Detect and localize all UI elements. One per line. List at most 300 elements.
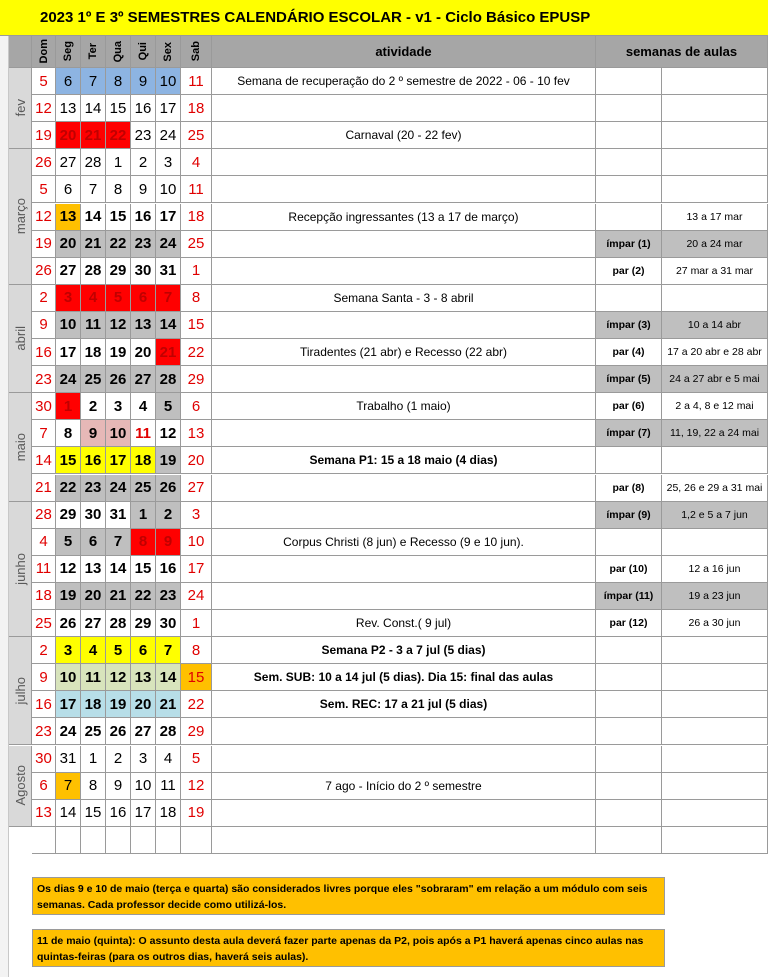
day-cell[interactable]: 10 [156, 176, 181, 203]
month-column-header[interactable] [9, 36, 32, 68]
day-cell[interactable]: 18 [131, 447, 156, 474]
day-cell[interactable]: 27 [81, 610, 106, 637]
day-cell[interactable]: 4 [32, 529, 56, 556]
day-cell[interactable]: 13 [56, 95, 81, 122]
day-cell[interactable]: 30 [32, 393, 56, 420]
day-cell[interactable]: 3 [56, 637, 81, 664]
day-cell[interactable]: 7 [56, 773, 81, 800]
day-cell[interactable]: 15 [106, 204, 131, 231]
day-cell[interactable]: 16 [81, 447, 106, 474]
day-cell[interactable]: 13 [131, 312, 156, 339]
day-cell[interactable]: 20 [56, 122, 81, 149]
day-cell[interactable]: 10 [56, 312, 81, 339]
day-cell[interactable]: 15 [81, 800, 106, 827]
day-cell[interactable]: 16 [131, 204, 156, 231]
empty-cell[interactable] [131, 827, 156, 854]
day-cell[interactable]: 2 [32, 637, 56, 664]
empty-cell[interactable] [106, 827, 131, 854]
day-cell[interactable]: 17 [106, 447, 131, 474]
day-cell[interactable]: 25 [32, 610, 56, 637]
day-cell[interactable]: 28 [81, 149, 106, 176]
week-label-cell[interactable]: ímpar (11) [596, 583, 662, 610]
day-cell[interactable]: 21 [156, 691, 181, 718]
day-cell[interactable]: 7 [32, 420, 56, 447]
day-header-1[interactable] [56, 36, 81, 68]
day-cell[interactable]: 5 [106, 285, 131, 312]
day-cell[interactable]: 24 [156, 231, 181, 258]
week-label-cell[interactable] [596, 773, 662, 800]
day-cell[interactable]: 23 [32, 718, 56, 745]
day-cell[interactable]: 15 [56, 447, 81, 474]
day-cell[interactable]: 3 [181, 502, 212, 529]
day-cell[interactable]: 21 [81, 122, 106, 149]
day-cell[interactable]: 12 [32, 204, 56, 231]
week-range-cell[interactable] [662, 122, 768, 149]
day-cell[interactable]: 12 [156, 420, 181, 447]
activity-cell[interactable] [212, 800, 596, 827]
week-label-cell[interactable]: par (2) [596, 258, 662, 285]
day-cell[interactable]: 15 [131, 556, 156, 583]
day-cell[interactable]: 14 [56, 800, 81, 827]
week-range-cell[interactable] [662, 746, 768, 773]
day-header-2[interactable] [81, 36, 106, 68]
activity-cell[interactable] [212, 502, 596, 529]
day-cell[interactable]: 29 [181, 718, 212, 745]
day-cell[interactable]: 30 [131, 258, 156, 285]
day-cell[interactable]: 15 [181, 312, 212, 339]
day-cell[interactable]: 19 [32, 122, 56, 149]
day-cell[interactable]: 5 [32, 176, 56, 203]
day-cell[interactable]: 3 [56, 285, 81, 312]
week-label-cell[interactable] [596, 529, 662, 556]
week-label-cell[interactable]: par (8) [596, 475, 662, 502]
day-cell[interactable]: 2 [32, 285, 56, 312]
activity-cell[interactable] [212, 176, 596, 203]
month-label-cell[interactable] [9, 149, 32, 285]
day-cell[interactable]: 18 [81, 339, 106, 366]
day-cell[interactable]: 7 [156, 285, 181, 312]
week-label-cell[interactable] [596, 691, 662, 718]
day-cell[interactable]: 30 [81, 502, 106, 529]
week-label-cell[interactable]: ímpar (3) [596, 312, 662, 339]
day-cell[interactable]: 2 [156, 502, 181, 529]
day-cell[interactable]: 26 [156, 475, 181, 502]
week-range-cell[interactable] [662, 773, 768, 800]
note-free-days[interactable]: Os dias 9 e 10 de maio (terça e quarta) são considerados livres porque eles "sobraram" em relação a um módulo com seis semanas. Cada professor decide como utilizá-los. [32, 877, 665, 915]
day-cell[interactable]: 6 [81, 529, 106, 556]
day-cell[interactable]: 13 [131, 664, 156, 691]
activity-cell[interactable]: Trabalho (1 maio) [212, 393, 596, 420]
day-cell[interactable]: 31 [106, 502, 131, 529]
day-cell[interactable]: 24 [56, 718, 81, 745]
day-cell[interactable]: 22 [181, 339, 212, 366]
day-cell[interactable]: 9 [81, 420, 106, 447]
day-cell[interactable]: 14 [156, 312, 181, 339]
activity-cell[interactable] [212, 366, 596, 393]
week-label-cell[interactable]: ímpar (1) [596, 231, 662, 258]
week-range-cell[interactable] [662, 95, 768, 122]
activity-cell[interactable] [212, 312, 596, 339]
day-cell[interactable]: 2 [131, 149, 156, 176]
week-range-cell[interactable] [662, 800, 768, 827]
day-cell[interactable]: 13 [181, 420, 212, 447]
day-cell[interactable]: 11 [131, 420, 156, 447]
week-label-cell[interactable]: par (6) [596, 393, 662, 420]
day-cell[interactable]: 11 [32, 556, 56, 583]
activity-cell[interactable]: Semana P1: 15 a 18 maio (4 dias) [212, 447, 596, 474]
day-cell[interactable]: 24 [106, 475, 131, 502]
week-range-cell[interactable]: 19 a 23 jun [662, 583, 768, 610]
day-cell[interactable]: 22 [131, 583, 156, 610]
day-cell[interactable]: 22 [56, 475, 81, 502]
day-cell[interactable]: 16 [131, 95, 156, 122]
activity-cell[interactable]: Semana P2 - 3 a 7 jul (5 dias) [212, 637, 596, 664]
day-cell[interactable]: 26 [106, 718, 131, 745]
day-cell[interactable]: 9 [131, 176, 156, 203]
day-cell[interactable]: 12 [56, 556, 81, 583]
day-cell[interactable]: 22 [106, 122, 131, 149]
empty-cell[interactable] [662, 827, 768, 854]
day-cell[interactable]: 11 [181, 68, 212, 95]
day-cell[interactable]: 3 [131, 746, 156, 773]
week-range-cell[interactable] [662, 529, 768, 556]
week-label-cell[interactable] [596, 746, 662, 773]
day-cell[interactable]: 18 [181, 204, 212, 231]
day-cell[interactable]: 17 [181, 556, 212, 583]
empty-cell[interactable] [181, 827, 212, 854]
day-cell[interactable]: 4 [81, 285, 106, 312]
day-cell[interactable]: 6 [131, 637, 156, 664]
week-label-cell[interactable] [596, 204, 662, 231]
day-cell[interactable]: 11 [81, 664, 106, 691]
day-cell[interactable]: 21 [32, 475, 56, 502]
week-label-cell[interactable] [596, 149, 662, 176]
activity-cell[interactable]: Carnaval (20 - 22 fev) [212, 122, 596, 149]
day-cell[interactable]: 27 [131, 718, 156, 745]
week-range-cell[interactable]: 12 a 16 jun [662, 556, 768, 583]
week-label-cell[interactable] [596, 800, 662, 827]
week-label-cell[interactable] [596, 447, 662, 474]
day-cell[interactable]: 20 [81, 583, 106, 610]
day-header-3[interactable] [106, 36, 131, 68]
day-cell[interactable]: 10 [56, 664, 81, 691]
day-cell[interactable]: 23 [131, 122, 156, 149]
month-label-cell[interactable] [9, 393, 32, 501]
day-cell[interactable]: 18 [81, 691, 106, 718]
day-cell[interactable]: 19 [56, 583, 81, 610]
activity-cell[interactable] [212, 746, 596, 773]
activity-cell[interactable] [212, 718, 596, 745]
week-range-cell[interactable]: 10 a 14 abr [662, 312, 768, 339]
day-cell[interactable]: 25 [81, 718, 106, 745]
day-cell[interactable]: 17 [131, 800, 156, 827]
day-cell[interactable]: 6 [181, 393, 212, 420]
day-cell[interactable]: 19 [106, 339, 131, 366]
week-label-cell[interactable] [596, 718, 662, 745]
month-label-cell[interactable] [9, 285, 32, 393]
day-cell[interactable]: 10 [181, 529, 212, 556]
day-cell[interactable]: 8 [106, 68, 131, 95]
day-cell[interactable]: 28 [32, 502, 56, 529]
day-cell[interactable]: 5 [32, 68, 56, 95]
day-cell[interactable]: 21 [106, 583, 131, 610]
day-cell[interactable]: 8 [131, 529, 156, 556]
day-cell[interactable]: 10 [156, 68, 181, 95]
day-header-0[interactable] [32, 36, 56, 68]
day-cell[interactable]: 8 [181, 285, 212, 312]
day-cell[interactable]: 29 [106, 258, 131, 285]
day-cell[interactable]: 1 [131, 502, 156, 529]
day-header-5[interactable] [156, 36, 181, 68]
day-cell[interactable]: 6 [32, 773, 56, 800]
week-range-cell[interactable]: 25, 26 e 29 a 31 mai [662, 475, 768, 502]
activity-cell[interactable]: Sem. REC: 17 a 21 jul (5 dias) [212, 691, 596, 718]
day-cell[interactable]: 5 [181, 746, 212, 773]
day-header-4[interactable] [131, 36, 156, 68]
day-cell[interactable]: 12 [32, 95, 56, 122]
month-label-cell[interactable] [9, 68, 32, 149]
day-cell[interactable]: 19 [156, 447, 181, 474]
day-cell[interactable]: 9 [131, 68, 156, 95]
day-cell[interactable]: 11 [181, 176, 212, 203]
week-range-cell[interactable]: 20 a 24 mar [662, 231, 768, 258]
activity-cell[interactable]: Semana de recuperação do 2 º semestre de 2022 - 06 - 10 fev [212, 68, 596, 95]
day-cell[interactable]: 3 [106, 393, 131, 420]
activity-cell[interactable]: Rev. Const.( 9 jul) [212, 610, 596, 637]
day-cell[interactable]: 1 [181, 610, 212, 637]
day-cell[interactable]: 31 [156, 258, 181, 285]
activity-cell[interactable] [212, 475, 596, 502]
day-cell[interactable]: 2 [106, 746, 131, 773]
empty-cell[interactable] [596, 827, 662, 854]
day-cell[interactable]: 6 [131, 285, 156, 312]
day-cell[interactable]: 29 [181, 366, 212, 393]
day-cell[interactable]: 16 [32, 691, 56, 718]
day-cell[interactable]: 21 [81, 231, 106, 258]
day-cell[interactable]: 25 [181, 231, 212, 258]
day-cell[interactable]: 7 [156, 637, 181, 664]
activity-cell[interactable] [212, 583, 596, 610]
day-cell[interactable]: 12 [106, 664, 131, 691]
week-label-cell[interactable]: par (12) [596, 610, 662, 637]
day-cell[interactable]: 28 [156, 366, 181, 393]
day-cell[interactable]: 22 [106, 231, 131, 258]
day-cell[interactable]: 23 [131, 231, 156, 258]
day-cell[interactable]: 14 [81, 204, 106, 231]
week-range-cell[interactable]: 27 mar a 31 mar [662, 258, 768, 285]
month-label-cell[interactable] [9, 502, 32, 638]
day-cell[interactable]: 24 [181, 583, 212, 610]
day-cell[interactable]: 20 [131, 691, 156, 718]
day-cell[interactable]: 19 [181, 800, 212, 827]
activity-cell[interactable] [212, 258, 596, 285]
weeks-column-header[interactable]: semanas de aulas [596, 36, 768, 68]
day-cell[interactable]: 8 [181, 637, 212, 664]
day-cell[interactable]: 17 [156, 95, 181, 122]
day-cell[interactable]: 25 [181, 122, 212, 149]
day-cell[interactable]: 6 [56, 176, 81, 203]
day-cell[interactable]: 5 [56, 529, 81, 556]
month-label-cell[interactable] [9, 637, 32, 745]
day-cell[interactable]: 20 [181, 447, 212, 474]
day-cell[interactable]: 14 [81, 95, 106, 122]
activity-cell[interactable] [212, 231, 596, 258]
day-cell[interactable]: 13 [32, 800, 56, 827]
activity-cell[interactable] [212, 95, 596, 122]
day-cell[interactable]: 27 [56, 149, 81, 176]
day-cell[interactable]: 26 [32, 258, 56, 285]
week-label-cell[interactable] [596, 664, 662, 691]
day-cell[interactable]: 1 [181, 258, 212, 285]
day-cell[interactable]: 24 [156, 122, 181, 149]
week-label-cell[interactable]: ímpar (5) [596, 366, 662, 393]
day-cell[interactable]: 25 [81, 366, 106, 393]
week-range-cell[interactable]: 24 a 27 abr e 5 mai [662, 366, 768, 393]
week-label-cell[interactable] [596, 285, 662, 312]
week-range-cell[interactable]: 17 a 20 abr e 28 abr [662, 339, 768, 366]
day-cell[interactable]: 17 [56, 339, 81, 366]
day-cell[interactable]: 15 [106, 95, 131, 122]
day-cell[interactable]: 16 [32, 339, 56, 366]
week-range-cell[interactable] [662, 149, 768, 176]
day-cell[interactable]: 1 [81, 746, 106, 773]
month-label-cell[interactable] [9, 746, 32, 827]
day-cell[interactable]: 10 [106, 420, 131, 447]
day-cell[interactable]: 4 [81, 637, 106, 664]
activity-cell[interactable]: Recepção ingressantes (13 a 17 de março) [212, 204, 596, 231]
day-cell[interactable]: 17 [56, 691, 81, 718]
day-cell[interactable]: 1 [106, 149, 131, 176]
day-cell[interactable]: 30 [156, 610, 181, 637]
activity-column-header[interactable]: atividade [212, 36, 596, 68]
day-cell[interactable]: 3 [156, 149, 181, 176]
day-cell[interactable]: 26 [56, 610, 81, 637]
day-cell[interactable]: 14 [156, 664, 181, 691]
day-cell[interactable]: 8 [106, 176, 131, 203]
week-label-cell[interactable]: par (10) [596, 556, 662, 583]
day-cell[interactable]: 9 [106, 773, 131, 800]
empty-cell[interactable] [32, 827, 56, 854]
day-cell[interactable]: 20 [131, 339, 156, 366]
day-cell[interactable]: 29 [56, 502, 81, 529]
day-cell[interactable]: 2 [81, 393, 106, 420]
day-cell[interactable]: 15 [181, 664, 212, 691]
day-cell[interactable]: 14 [106, 556, 131, 583]
day-cell[interactable]: 26 [106, 366, 131, 393]
day-cell[interactable]: 5 [106, 637, 131, 664]
week-label-cell[interactable]: ímpar (9) [596, 502, 662, 529]
day-cell[interactable]: 10 [131, 773, 156, 800]
day-cell[interactable]: 19 [32, 231, 56, 258]
activity-cell[interactable] [212, 149, 596, 176]
day-cell[interactable]: 16 [156, 556, 181, 583]
day-cell[interactable]: 29 [131, 610, 156, 637]
week-range-cell[interactable] [662, 691, 768, 718]
week-label-cell[interactable] [596, 637, 662, 664]
day-cell[interactable]: 18 [32, 583, 56, 610]
day-cell[interactable]: 12 [181, 773, 212, 800]
day-cell[interactable]: 16 [106, 800, 131, 827]
day-cell[interactable]: 27 [131, 366, 156, 393]
day-header-6[interactable] [181, 36, 212, 68]
day-cell[interactable]: 23 [81, 475, 106, 502]
day-cell[interactable]: 21 [156, 339, 181, 366]
activity-cell[interactable]: Semana Santa - 3 - 8 abril [212, 285, 596, 312]
day-cell[interactable]: 18 [181, 95, 212, 122]
day-cell[interactable]: 14 [32, 447, 56, 474]
day-cell[interactable]: 9 [156, 529, 181, 556]
empty-cell[interactable] [156, 827, 181, 854]
day-cell[interactable]: 23 [32, 366, 56, 393]
day-cell[interactable]: 9 [32, 312, 56, 339]
day-cell[interactable]: 4 [181, 149, 212, 176]
activity-cell[interactable]: 7 ago - Início do 2 º semestre [212, 773, 596, 800]
week-range-cell[interactable]: 2 a 4, 8 e 12 mai [662, 393, 768, 420]
day-cell[interactable]: 1 [56, 393, 81, 420]
day-cell[interactable]: 24 [56, 366, 81, 393]
empty-cell[interactable] [212, 827, 596, 854]
day-cell[interactable]: 22 [181, 691, 212, 718]
week-label-cell[interactable]: par (4) [596, 339, 662, 366]
day-cell[interactable]: 27 [56, 258, 81, 285]
day-cell[interactable]: 9 [32, 664, 56, 691]
day-cell[interactable]: 28 [81, 258, 106, 285]
day-cell[interactable]: 19 [106, 691, 131, 718]
activity-cell[interactable]: Tiradentes (21 abr) e Recesso (22 abr) [212, 339, 596, 366]
day-cell[interactable]: 7 [81, 68, 106, 95]
day-cell[interactable]: 25 [131, 475, 156, 502]
week-range-cell[interactable]: 11, 19, 22 a 24 mai [662, 420, 768, 447]
day-cell[interactable]: 27 [181, 475, 212, 502]
activity-cell[interactable] [212, 420, 596, 447]
day-cell[interactable]: 8 [56, 420, 81, 447]
week-label-cell[interactable] [596, 95, 662, 122]
day-cell[interactable]: 31 [56, 746, 81, 773]
activity-cell[interactable] [212, 556, 596, 583]
week-range-cell[interactable]: 13 a 17 mar [662, 204, 768, 231]
day-cell[interactable]: 6 [56, 68, 81, 95]
day-cell[interactable]: 7 [106, 529, 131, 556]
sheet-title[interactable]: 2023 1º E 3º SEMESTRES CALENDÁRIO ESCOLAR - v1 - Ciclo Básico EPUSP [0, 0, 768, 36]
week-label-cell[interactable] [596, 122, 662, 149]
week-range-cell[interactable] [662, 285, 768, 312]
week-range-cell[interactable] [662, 68, 768, 95]
day-cell[interactable]: 13 [56, 204, 81, 231]
day-cell[interactable]: 12 [106, 312, 131, 339]
week-label-cell[interactable]: ímpar (7) [596, 420, 662, 447]
day-cell[interactable]: 20 [56, 231, 81, 258]
day-cell[interactable]: 4 [131, 393, 156, 420]
day-cell[interactable]: 28 [106, 610, 131, 637]
day-cell[interactable]: 4 [156, 746, 181, 773]
week-label-cell[interactable] [596, 68, 662, 95]
empty-cell[interactable] [81, 827, 106, 854]
day-cell[interactable]: 28 [156, 718, 181, 745]
week-range-cell[interactable] [662, 637, 768, 664]
day-cell[interactable]: 26 [32, 149, 56, 176]
week-range-cell[interactable] [662, 718, 768, 745]
week-label-cell[interactable] [596, 176, 662, 203]
empty-cell[interactable] [56, 827, 81, 854]
week-range-cell[interactable]: 1,2 e 5 a 7 jun [662, 502, 768, 529]
day-cell[interactable]: 11 [81, 312, 106, 339]
day-cell[interactable]: 17 [156, 204, 181, 231]
day-cell[interactable]: 11 [156, 773, 181, 800]
day-cell[interactable]: 18 [156, 800, 181, 827]
week-range-cell[interactable] [662, 447, 768, 474]
activity-cell[interactable]: Sem. SUB: 10 a 14 jul (5 dias). Dia 15: final das aulas [212, 664, 596, 691]
day-cell[interactable]: 23 [156, 583, 181, 610]
